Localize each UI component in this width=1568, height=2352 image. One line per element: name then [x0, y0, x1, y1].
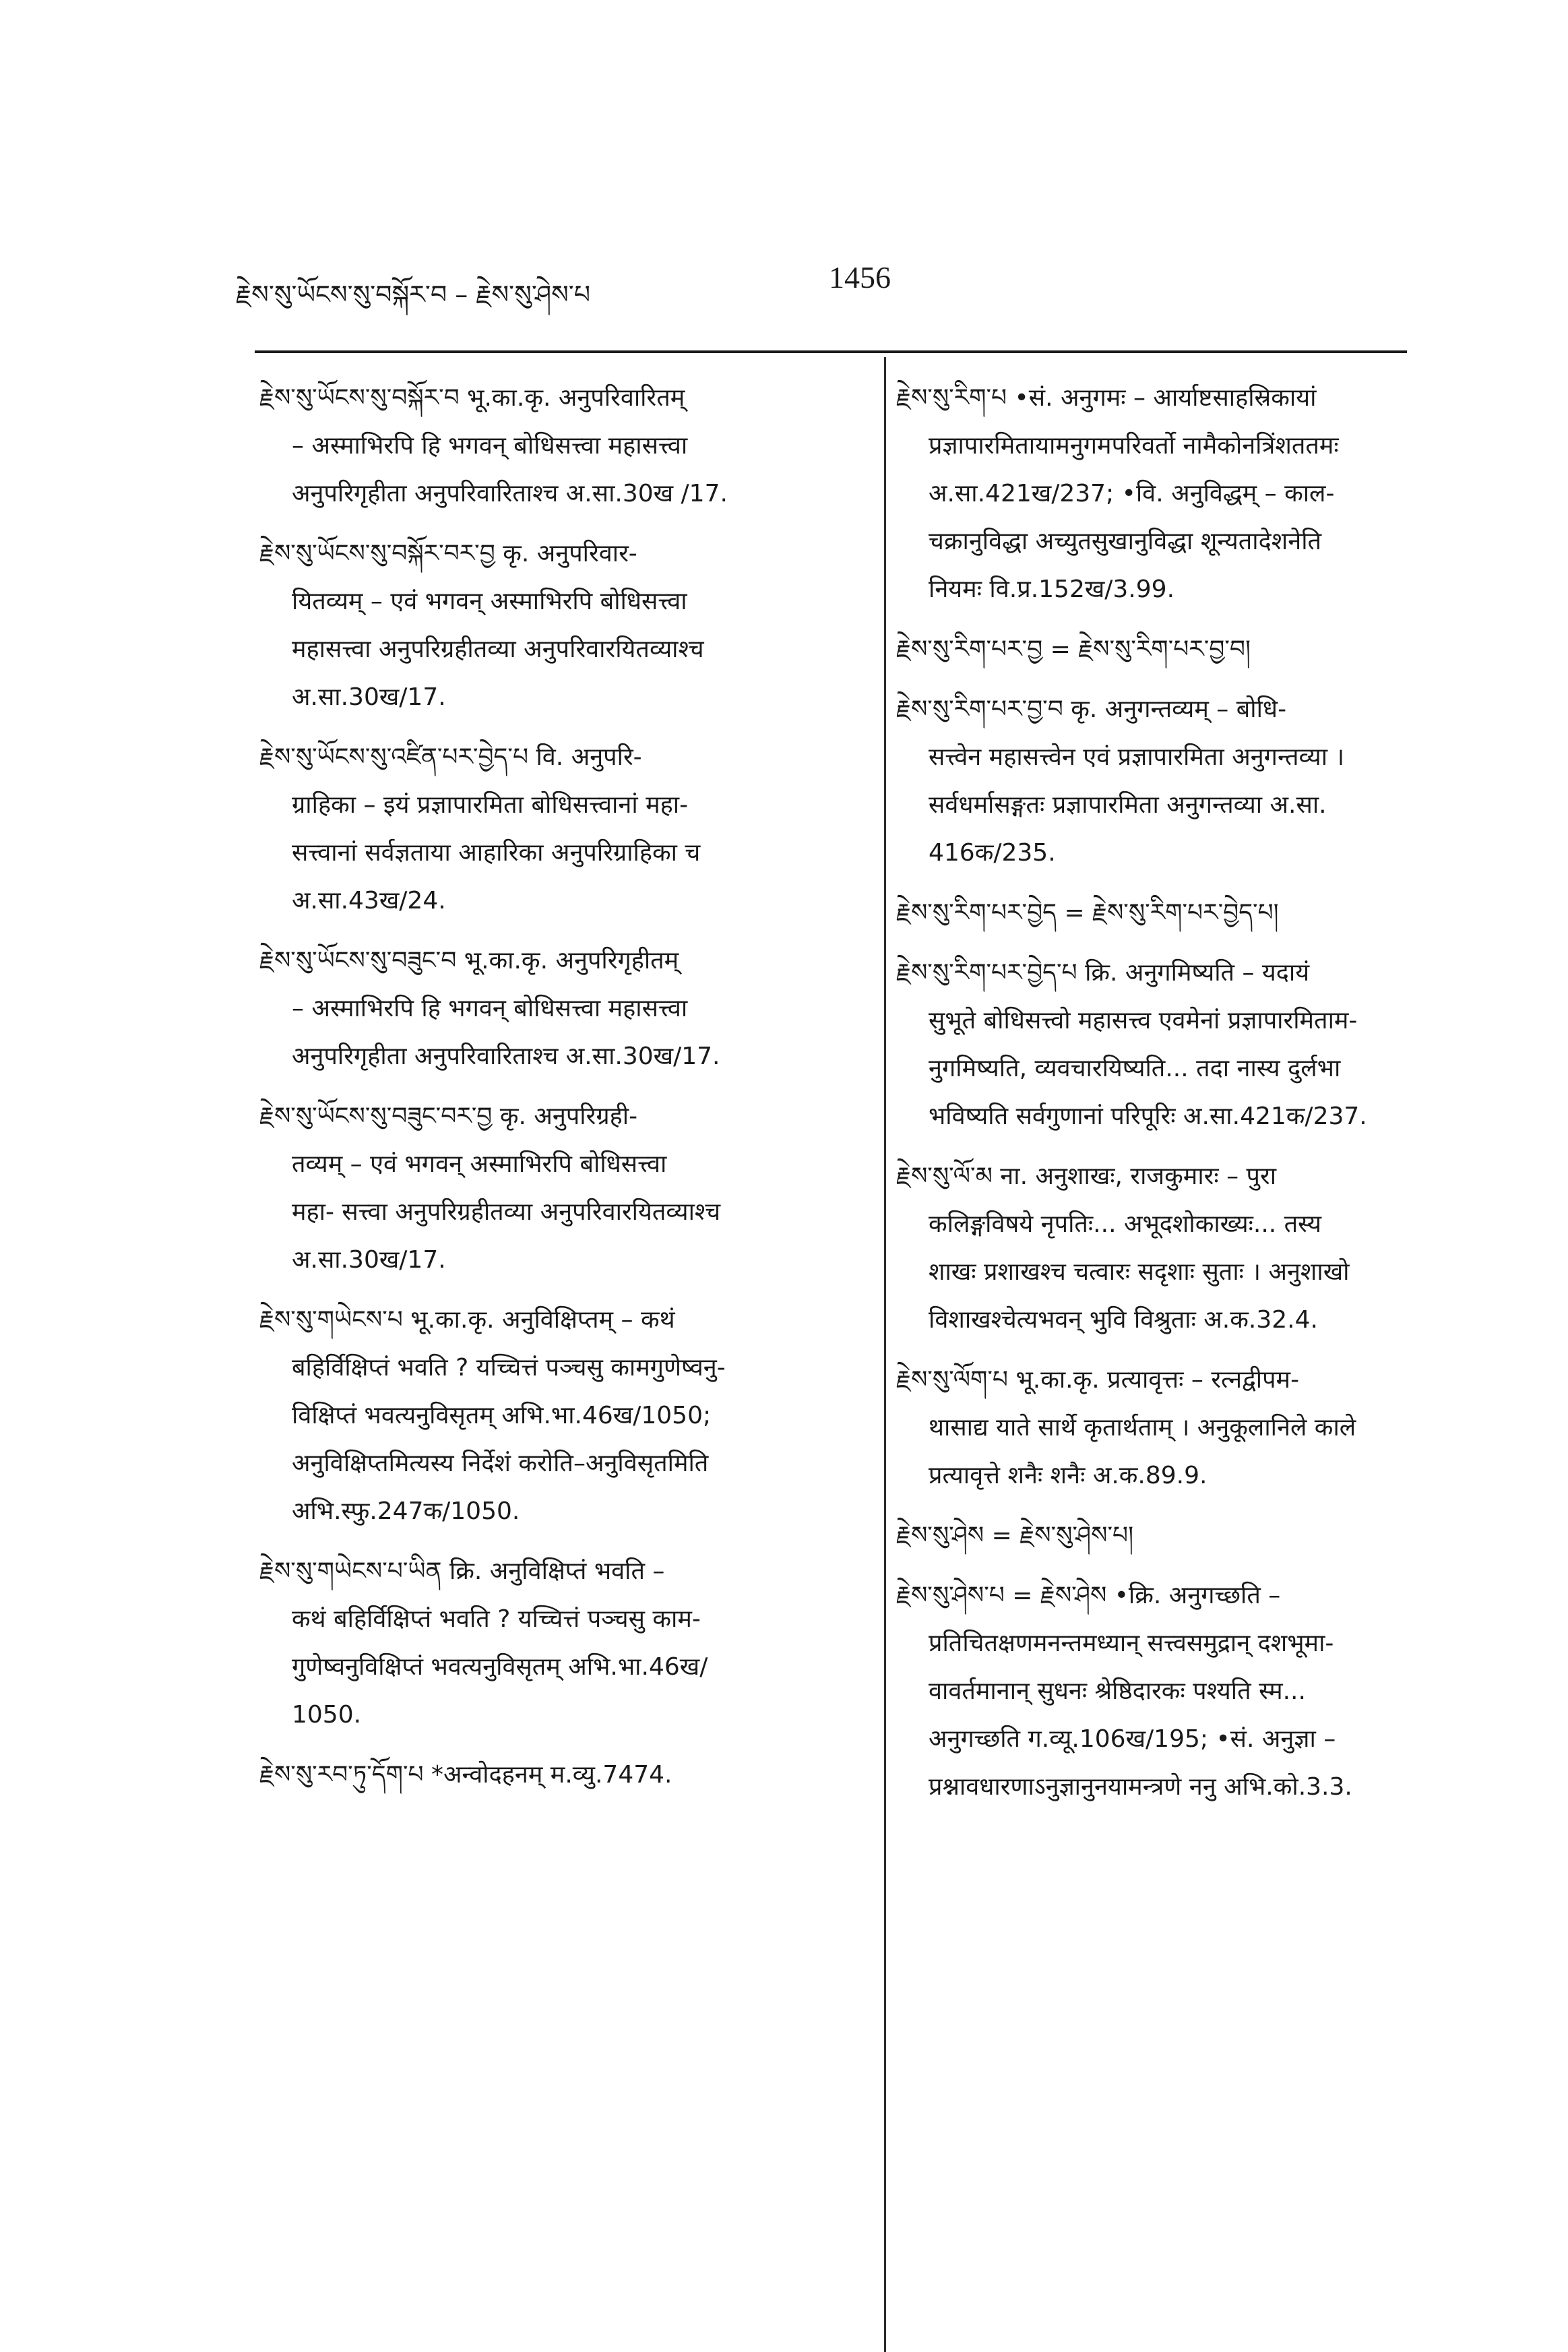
dictionary-entry	[259, 1092, 852, 1284]
running-head: རྗེས་སུ་ཡོངས་སུ་བསྐོར་བ – རྗེས་སུ་ཤེས་པ	[236, 280, 591, 309]
entry-line: प्रतिचितक्षणमनन्तमध्यान् सत्त्वसमुद्रान् दशभूमा-	[929, 1630, 1334, 1657]
dictionary-entry	[896, 685, 1469, 877]
entry-line: शाखः प्रशाखश्च चत्वारः सदृशाः सुताः । अनुशाखो	[929, 1258, 1350, 1286]
entry-headline: རྗེས་སུ་རབ་ཏུ་དོག་པ *अन्वोदहनम् म.व्यु.7474.	[259, 1761, 672, 1789]
entry-line: बहिर्विक्षिप्तं भवति ? यच्चित्तं पञ्चसु कामगुणेष्वनु-	[292, 1354, 726, 1382]
entry-line: चक्रानुविद्धा अच्युतसुखानुविद्धा शून्यतादेशनेति	[929, 528, 1322, 555]
entry-line: प्रज्ञापारमितायामनुगमपरिवर्तो नामैकोनत्रिंशततमः	[929, 432, 1339, 460]
dictionary-entry	[259, 1751, 852, 1799]
entry-line: अभि.स्फु.247क/1050.	[292, 1497, 520, 1525]
dictionary-entry	[896, 374, 1469, 613]
entry-line: प्रश्नावधारणाऽनुज्ञानुनयामन्त्रणे ननु अभि.को.3.3.	[929, 1773, 1352, 1801]
entry-line: प्रत्यावृत्ते शनैः शनैः अ.क.89.9.	[929, 1462, 1208, 1489]
entry-headline: རྗེས་སུ་ཡོངས་སུ་བསྐོར་བར་བྱ कृ. अनुपरिवार-	[259, 540, 637, 567]
entry-line: थासाद्य याते सार्थे कृतार्थताम् । अनुकूलानिले काले	[929, 1414, 1356, 1442]
entry-headline: རྗེས་སུ་ཡོངས་སུ་བཟུང་བ भू.का.कृ. अनुपरिगृहीतम्	[259, 947, 679, 974]
dictionary-entry	[259, 733, 852, 925]
entry-line: अ.सा.30ख/17.	[292, 1246, 446, 1274]
entry-line: सत्त्वेन महासत्त्वेन एवं प्रज्ञापारमिता अनुगन्तव्या ।	[929, 743, 1345, 771]
entry-headline: རྗེས་སུ་ཡོངས་སུ་བཟུང་བར་བྱ कृ. अनुपरिग्रही-	[259, 1103, 638, 1130]
entry-headline: རྗེས་སུ་ཤེས་པ = རྗེས་ཤེས •क्रि. अनुगच्छति –	[896, 1582, 1281, 1609]
entry-line: महा- सत्त्वा अनुपरिग्रहीतव्या अनुपरिवारयितव्याश्च	[292, 1198, 721, 1226]
entry-line: सर्वधर्मासङ्गतः प्रज्ञापारमिता अनुगन्तव्या अ.सा.	[929, 791, 1327, 819]
entry-line: कथं बहिर्विक्षिप्तं भवति ? यच्चित्तं पञ्चसु काम-	[292, 1605, 701, 1633]
dictionary-entry	[259, 1547, 852, 1739]
entry-line: वावर्तमानान् सुधनः श्रेष्ठिदारकः पश्यति स्म...	[929, 1677, 1306, 1705]
entry-headline: རྗེས་སུ་གཡེངས་པ་ཡིན क्रि. अनुविक्षिप्तं भवति –	[259, 1557, 665, 1585]
entry-line: अनुविक्षिप्तमित्यस्य निर्देशं करोति–अनुविसृतमिति	[292, 1450, 709, 1477]
column-divider	[884, 357, 886, 2352]
entry-line: विशाखश्चेत्यभवन् भुवि विश्रुताः अ.क.32.4.	[929, 1306, 1318, 1334]
entry-headline: རྗེས་སུ་ཡོངས་སུ་འཛིན་པར་བྱེད་པ वि. अनुपरि-	[259, 743, 642, 771]
entry-headline: རྗེས་སུ་རིག་པར་བྱེད་པ क्रि. अनुगमिष्यति – यदायं	[896, 959, 1310, 987]
page-number: 1456	[829, 260, 891, 295]
left-column	[259, 374, 852, 1811]
entry-line: अ.सा.421ख/237; •वि. अनुविद्धम् – काल-	[929, 480, 1335, 507]
entry-headline: རྗེས་སུ་རིག་པར་བྱ = རྗེས་སུ་རིག་པར་བྱ་བ།	[896, 636, 1251, 663]
entry-line: अ.सा.30ख/17.	[292, 683, 446, 711]
entry-line: – अस्माभिरपि हि भगवन् बोधिसत्त्वा महासत्त्वा	[292, 432, 688, 460]
dictionary-entry	[896, 625, 1469, 673]
entry-line: – अस्माभिरपि हि भगवन् बोधिसत्त्वा महासत्त्वा	[292, 995, 688, 1022]
entry-line: अनुगच्छति ग.व्यू.106ख/195; •सं. अनुज्ञा –	[929, 1725, 1336, 1753]
entry-headline: རྗེས་སུ་ལོ་མ ना. अनुशाखः, राजकुमारः – पुरा	[896, 1163, 1277, 1190]
dictionary-entry	[896, 889, 1469, 937]
entry-line: महासत्त्वा अनुपरिग्रहीतव्या अनुपरिवारयितव्याश्च	[292, 636, 704, 663]
entry-line: विक्षिप्तं भवत्यनुविसृतम् अभि.भा.46ख/1050;	[292, 1402, 712, 1429]
dictionary-entry	[896, 949, 1469, 1140]
entry-headline: རྗེས་སུ་རིག་པར་བྱེད = རྗེས་སུ་རིག་པར་བྱེད་པ།	[896, 899, 1279, 927]
entry-line: ग्राहिका – इयं प्रज्ञापारमिता बोधिसत्त्वानां महा-	[292, 791, 689, 819]
entry-line: 1050.	[292, 1701, 362, 1729]
entry-line: नियमः वि.प्र.152ख/3.99.	[929, 576, 1175, 603]
dictionary-entry	[259, 937, 852, 1080]
entry-line: सत्त्वानां सर्वज्ञताया आहारिका अनुपरिग्राहिका च	[292, 839, 701, 867]
entry-line: अ.सा.43ख/24.	[292, 887, 446, 915]
entry-headline: རྗེས་སུ་ཡོངས་སུ་བསྐོར་བ भू.का.कृ. अनुपरिवारितम्	[259, 384, 685, 412]
dictionary-entry	[259, 1296, 852, 1535]
right-column	[896, 374, 1469, 1823]
entry-line: तव्यम् – एवं भगवन् अस्माभिरपि बोधिसत्त्वा	[292, 1150, 667, 1178]
dictionary-entry	[896, 1356, 1469, 1499]
running-header	[236, 259, 1381, 307]
entry-line: अनुपरिगृहीता अनुपरिवारिताश्च अ.सा.30ख /17.	[292, 480, 728, 507]
entry-line: गुणेष्वनुविक्षिप्तं भवत्यनुविसृतम् अभि.भा.46ख/	[292, 1653, 708, 1681]
header-rule	[255, 350, 1407, 353]
entry-line: कलिङ्गविषये नृपतिः... अभूदशोकाख्यः... तस्य	[929, 1210, 1322, 1238]
entry-line: सुभूते बोधिसत्त्वो महासत्त्व एवमेनां प्रज्ञापारमिताम-	[929, 1007, 1358, 1034]
dictionary-entry	[259, 530, 852, 721]
entry-line: अनुपरिगृहीता अनुपरिवारिताश्च अ.सा.30ख/17.	[292, 1043, 720, 1070]
entry-line: यितव्यम् – एवं भगवन् अस्माभिरपि बोधिसत्त्वा	[292, 588, 687, 615]
dictionary-entry	[896, 1572, 1469, 1811]
entry-line: नुगमिष्यति, व्यवचारयिष्यति... तदा नास्य दुर्लभा	[929, 1055, 1341, 1082]
dictionary-entry	[896, 1512, 1469, 1559]
entry-headline: རྗེས་སུ་རིག་པ •सं. अनुगमः – आर्याष्टसाहस्रिकायां	[896, 384, 1317, 412]
entry-headline: རྗེས་སུ་ཤེས = རྗེས་སུ་ཤེས་པ།	[896, 1522, 1134, 1549]
entry-headline: རྗེས་སུ་ལོག་པ भू.का.कृ. प्रत्यावृत्तः – रत्नद्वीपम-	[896, 1366, 1300, 1394]
entry-headline: རྗེས་སུ་གཡེངས་པ भू.का.कृ. अनुविक्षिप्तम् – कथं	[259, 1306, 675, 1334]
dictionary-entry	[259, 374, 852, 518]
entry-line: भविष्यति सर्वगुणानां परिपूरिः अ.सा.421क/237.	[929, 1103, 1367, 1130]
entry-headline: རྗེས་སུ་རིག་པར་བྱ་བ कृ. अनुगन्तव्यम् – बोधि-	[896, 695, 1287, 723]
dictionary-entry	[896, 1152, 1469, 1344]
entry-line: 416क/235.	[929, 839, 1056, 867]
